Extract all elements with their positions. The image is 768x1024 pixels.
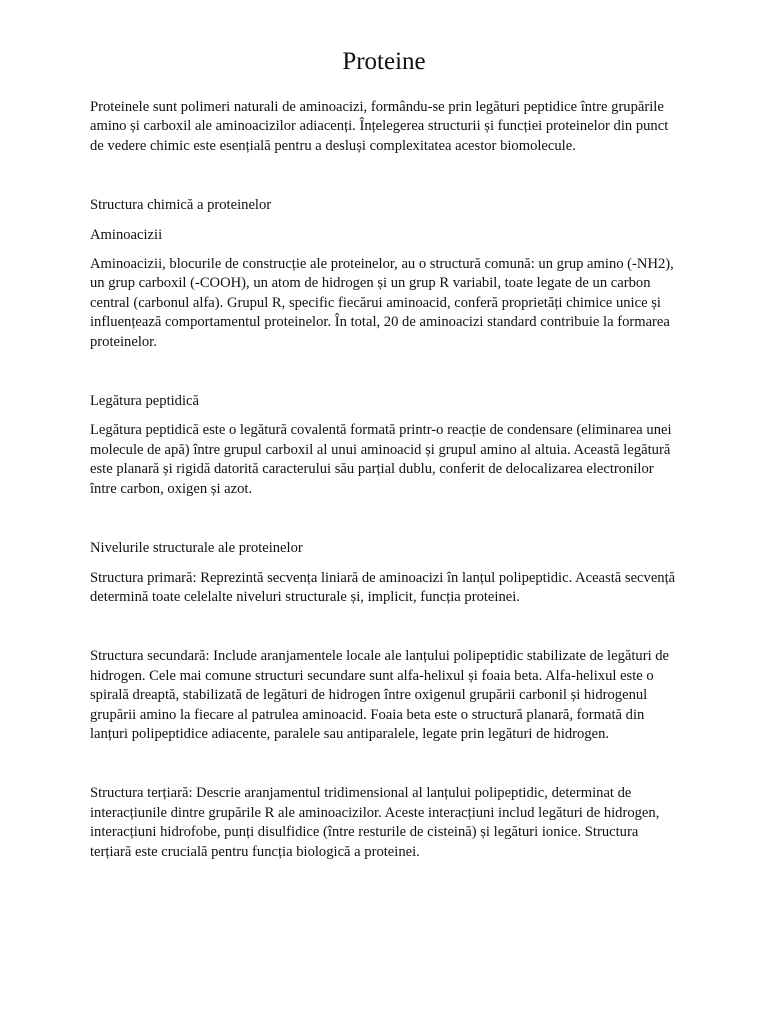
primary-structure-paragraph: Structura primară: Reprezintă secvența liniară de aminoacizi în lanțul polipeptidic. Această secvență determină toate celelalte niveluri structurale și, implicit, funcția proteinei. — [90, 569, 676, 605]
document-page — [90, 44, 678, 862]
aminoacids-paragraph: Aminoacizii, blocurile de construcție ale proteinelor, au o structură comună: un grup amino (-NH2), un grup carboxil (-COOH), un atom de hidrogen și un grup R variabil, toate legate de un carbon central (carbonul alfa). Grupul R, specific fiecărui aminoacid, conferă proprietăți chimice unice și influențează comportamentul proteinelor. În total, 20 de aminoacizi standard contribuie la formarea proteinelor. — [90, 256, 674, 350]
subsection-heading-aminoacids: Aminoacizii — [90, 226, 163, 243]
intro-paragraph: Proteinele sunt polimeri naturali de aminoacizi, formându-se prin legături peptidice între grupările amino și carboxil ale aminoacizilor adiacenți. Înțelegerea structurii și funcției proteinelor din punct de vedere chimic este esențială pentru a desluși complexitatea acestor biomolecule. — [90, 99, 669, 154]
peptide-bond-paragraph: Legătura peptidică este o legătură covalentă formată printr-o reacție de condensare (eliminarea unei molecule de apă) între grupul carboxil al unui aminoacid și grupul amino al altuia. Această legătură este planară și rigidă datorită caracterului său parțial dublu, conferit de delocalizarea electronilor între carbon, oxigen și azot. — [90, 422, 672, 497]
tertiary-structure-paragraph: Structura terțiară: Descrie aranjamentul tridimensional al lanțului polipeptidic, determinat de interacțiunile dintre grupările R ale aminoacizilor. Aceste interacțiuni includ legături de hidrogen, interacțiuni hidrofobe, punți disulfidice (între resturile de cisteină) și legături ionice. Structura terțiară este crucială pentru funcția biologică a proteinei. — [90, 785, 660, 860]
page-title: Proteine — [342, 48, 426, 75]
secondary-structure-paragraph: Structura secundară: Include aranjamentele locale ale lanțului polipeptidic stabilizate de legături de hidrogen. Cele mai comune structuri secundare sunt alfa-helixul și foaia beta. Alfa-helixul este o spirală dreaptă, stabilizată de legături de hidrogen între oxigenul grupării carbonil și hidrogenul grupării amino la fiecare al patrulea aminoacid. Foaia beta este o structură planară, formată din lanțuri polipeptidice adiacente, paralele sau antiparalele, legate prin legături de hidrogen. — [90, 648, 670, 742]
section-heading-chemical-structure: Structura chimică a proteinelor — [90, 197, 272, 214]
section-heading-structural-levels: Nivelurile structurale ale proteinelor — [90, 540, 303, 557]
section-heading-peptide-bond: Legătura peptidică — [90, 393, 199, 410]
